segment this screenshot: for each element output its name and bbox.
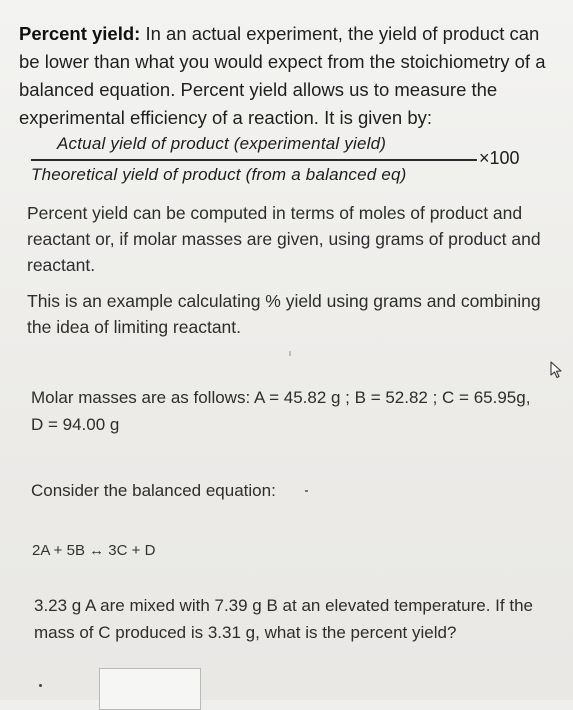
molar-masses-text: Molar masses are as follows: A = 45.82 g ; B = 52.82 ; C = 65.95g, D = 94.00 g	[31, 388, 531, 434]
decorative-mark	[39, 684, 42, 687]
percent-yield-formula	[27, 132, 537, 194]
intro-paragraph	[19, 20, 559, 132]
question-text: 3.23 g A are mixed with 7.39 g B at an elevated temperature. If the mass of C produced is 3.31 g, what is the percent yield?	[34, 596, 533, 642]
text-cursor-mark	[289, 351, 291, 356]
explanation-paragraph: Percent yield can be computed in terms of moles of product and reactant or, if molar masses are given, using grams of product and reactant.	[27, 203, 541, 275]
example-paragraph: This is an example calculating % yield using grams and combining the idea of limiting reactant.	[27, 291, 541, 337]
formula-numerator: Actual yield of product (experimental yield)	[57, 134, 387, 153]
formula-denominator: Theoretical yield of product (from a balanced eq)	[31, 165, 407, 184]
percent-yield-term: Percent yield:	[19, 23, 141, 44]
formula-multiplier: ×100	[479, 148, 520, 168]
balanced-equation: 2A + 5B ↔ 3C + D	[32, 542, 156, 559]
mouse-pointer-icon	[548, 360, 566, 380]
decorative-dot	[305, 490, 308, 492]
consider-equation-label: Consider the balanced equation:	[31, 481, 276, 500]
answer-input[interactable]	[99, 668, 201, 710]
fraction-bar	[31, 159, 477, 161]
intro-text: In an actual experiment, the yield of product can be lower than what you would expect from the stoichiometry of a balanced equation. Percent yield allows us to measure the experimental efficiency of a reaction. It is given by:	[19, 23, 546, 128]
